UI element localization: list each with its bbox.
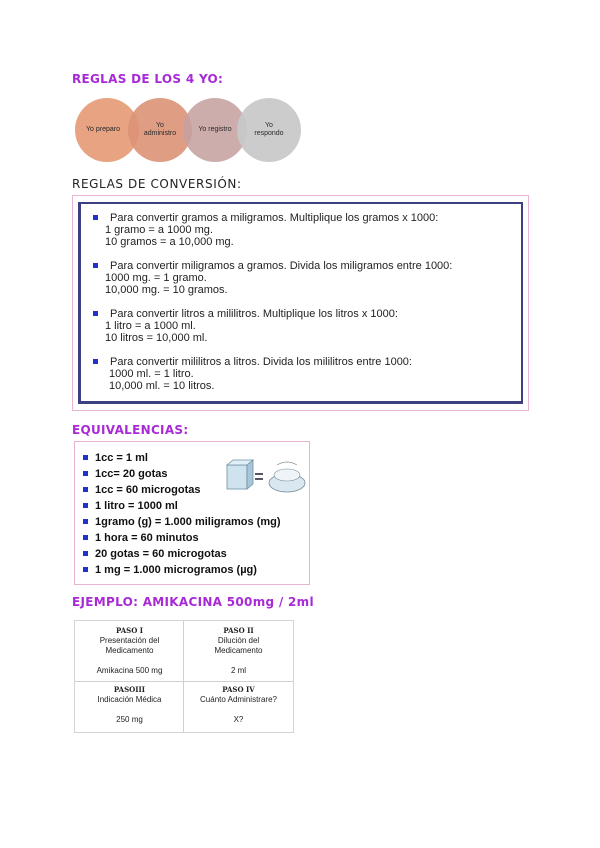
- paso-cell-3: [75, 685, 184, 725]
- square-bullet-icon: [83, 471, 88, 476]
- equivalence-item: [83, 530, 309, 546]
- equivalence-item: [83, 546, 309, 562]
- cube-to-liquid-illustration: [215, 451, 307, 501]
- paso-value: Amikacina 500 mg: [96, 666, 163, 675]
- conversion-rules-panel: [78, 202, 523, 404]
- conversion-rule: [93, 356, 521, 392]
- paso-value: 2 ml: [230, 666, 247, 675]
- rule-title: Para convertir litros a mililitros. Multiplique los litros x 1000:: [110, 308, 398, 320]
- table-divider-horizontal: [75, 681, 293, 682]
- square-bullet-icon: [83, 519, 88, 524]
- heading-reglas-4yo: REGLAS DE LOS 4 YO:: [72, 72, 224, 86]
- heading-ejemplo: EJEMPLO: AMIKACINA 500mg / 2ml: [72, 595, 314, 609]
- rule-line: 1000 ml. = 1 litro.: [109, 368, 194, 380]
- equivalence-item: [83, 562, 309, 578]
- square-bullet-icon: [83, 551, 88, 556]
- pasos-table: [74, 620, 294, 733]
- circle-yo-respondo: [237, 98, 301, 162]
- circle-label: Yo preparo: [86, 126, 120, 133]
- equivalence-text: 1cc= 20 gotas: [95, 468, 168, 480]
- square-bullet-icon: [83, 567, 88, 572]
- equivalence-item: [83, 514, 309, 530]
- rule-line: 1 litro = a 1000 ml.: [105, 320, 196, 332]
- rule-line: 10 litros = 10,000 ml.: [105, 332, 208, 344]
- equivalence-text: 1cc = 60 microgotas: [95, 484, 201, 496]
- square-bullet-icon: [93, 311, 98, 316]
- paso-header: PASO I: [115, 626, 144, 635]
- rule-line: 10 gramos = a 10,000 mg.: [105, 236, 234, 248]
- rule-line: 1 gramo = a 1000 mg.: [105, 224, 213, 236]
- paso-value: X?: [233, 715, 244, 724]
- conversion-box: [72, 195, 529, 411]
- heading-equivalencias: EQUIVALENCIAS:: [72, 423, 189, 437]
- rule-line: 10,000 ml. = 10 litros.: [109, 380, 215, 392]
- square-bullet-icon: [83, 503, 88, 508]
- paso-header: PASOIII: [113, 685, 146, 694]
- equivalence-text: 20 gotas = 60 microgotas: [95, 548, 227, 560]
- paso-desc: Dilución del: [217, 636, 260, 645]
- paso-value: 250 mg: [116, 715, 143, 724]
- circle-label: Yo registro: [198, 126, 232, 133]
- paso-desc: Medicamento: [214, 646, 263, 655]
- rule-title: Para convertir mililitros a litros. Divida los mililitros entre 1000:: [110, 356, 412, 368]
- square-bullet-icon: [83, 535, 88, 540]
- paso-cell-2: [184, 626, 293, 676]
- equivalence-text: 1gramo (g) = 1.000 miligramos (mg): [95, 516, 281, 528]
- circles-diagram: [75, 98, 305, 163]
- conversion-rule: [93, 260, 521, 296]
- paso-desc: Medicamento: [105, 646, 154, 655]
- equivalence-text: 1cc = 1 ml: [95, 452, 148, 464]
- paso-desc: Indicación Médica: [97, 695, 162, 704]
- rule-line: 10,000 mg. = 10 gramos.: [105, 284, 228, 296]
- paso-desc: Presentación del: [99, 636, 160, 645]
- equivalence-text: 1 mg = 1.000 microgramos (µg): [95, 564, 257, 576]
- paso-cell-1: [75, 626, 184, 676]
- paso-cell-4: [184, 685, 293, 725]
- paso-header: PASO II: [223, 626, 254, 635]
- square-bullet-icon: [83, 455, 88, 460]
- square-bullet-icon: [93, 263, 98, 268]
- circle-label: Yo administro: [143, 122, 177, 137]
- square-bullet-icon: [83, 487, 88, 492]
- conversion-rule: [93, 212, 521, 248]
- square-bullet-icon: [93, 359, 98, 364]
- rule-title: Para convertir gramos a miligramos. Multiplique los gramos x 1000:: [110, 212, 439, 224]
- equivalence-text: 1 litro = 1000 ml: [95, 500, 178, 512]
- paso-desc: Cuánto Administrare?: [200, 695, 277, 704]
- heading-conversion: REGLAS DE CONVERSIÓN:: [72, 177, 242, 191]
- circle-label: Yo respondo: [254, 122, 284, 137]
- square-bullet-icon: [93, 215, 98, 220]
- conversion-rule: [93, 308, 521, 344]
- rule-line: 1000 mg. = 1 gramo.: [105, 272, 207, 284]
- paso-header: PASO IV: [222, 685, 255, 694]
- equivalence-text: 1 hora = 60 minutos: [95, 532, 199, 544]
- rule-title: Para convertir miligramos a gramos. Divida los miligramos entre 1000:: [110, 260, 453, 272]
